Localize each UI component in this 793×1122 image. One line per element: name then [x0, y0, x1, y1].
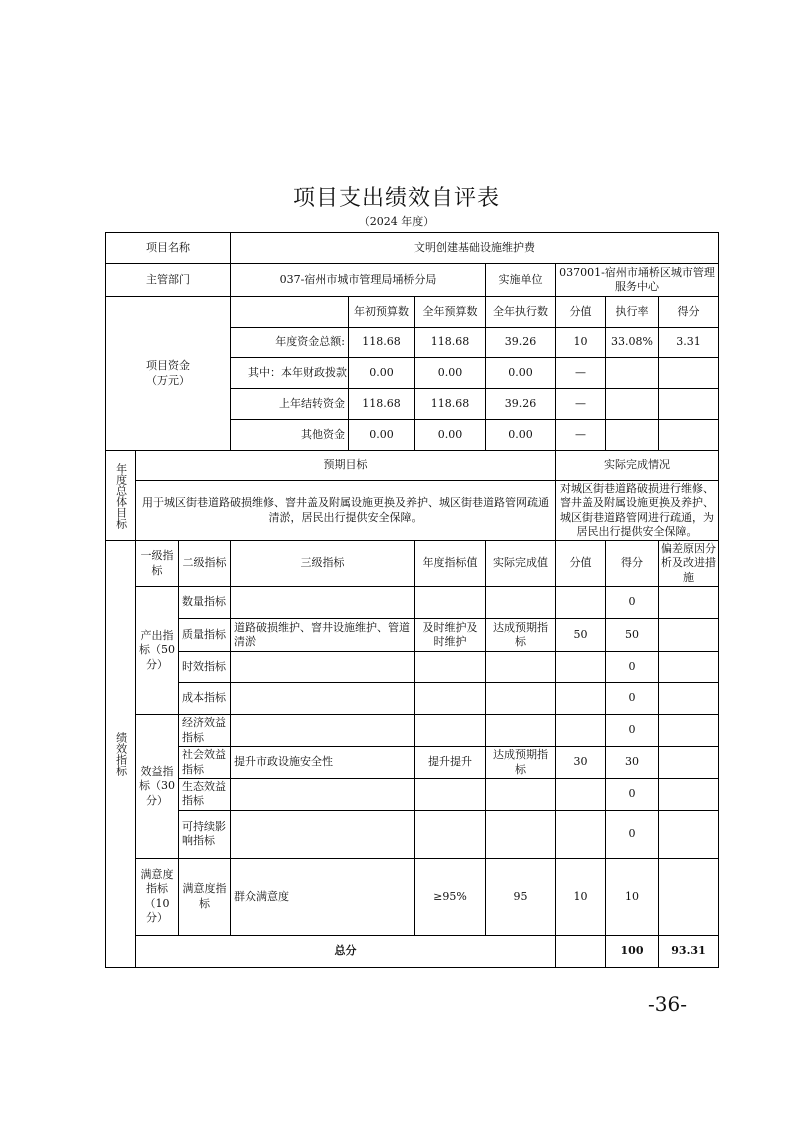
- funds-header-score-value: 分值: [556, 297, 606, 328]
- target-cell: 及时维护及时维护: [415, 619, 486, 652]
- level1-benefit: 效益指标（30分）: [136, 715, 179, 859]
- goals-actual-text: 对城区街巷道路破损进行维修、窨井盖及附属设施更换及养护、城区街巷道路管网进行疏通，为居民出行提供安全保障。: [556, 481, 719, 541]
- total-score-value: 100: [606, 935, 659, 967]
- score-cell: 50: [606, 619, 659, 652]
- funds-cell: 118.68: [349, 389, 415, 420]
- total-actual-blank: [556, 935, 606, 967]
- goals-expected-header: 预期目标: [136, 451, 556, 481]
- goals-expected-text: 用于城区街巷道路破损维修、窨井盖及附属设施更换及养护、城区街巷道路管网疏通清淤，居民出行提供安全保障。: [136, 481, 556, 541]
- reason-cell: [659, 715, 719, 747]
- score-value-cell: [556, 810, 606, 858]
- target-cell: [415, 715, 486, 747]
- project-name-value: 文明创建基础设施维护费: [231, 233, 719, 264]
- reason-cell: [659, 587, 719, 619]
- funds-cell: 0.00: [349, 358, 415, 389]
- level2-cell: 成本指标: [179, 683, 231, 715]
- funds-header-blank: [231, 297, 349, 328]
- ind-header-actual: 实际完成值: [486, 541, 556, 587]
- score-cell: 0: [606, 587, 659, 619]
- funds-cell: 0.00: [486, 420, 556, 451]
- level2-cell: 满意度指标: [179, 858, 231, 935]
- page-title: 项目支出绩效自评表: [292, 186, 500, 211]
- score-cell: 0: [606, 715, 659, 747]
- funds-cell: 39.26: [486, 328, 556, 358]
- target-cell: [415, 810, 486, 858]
- score-cell: 30: [606, 747, 659, 779]
- goals-label: 年度总体目标: [106, 451, 136, 541]
- funds-row-label: 年度资金总额:: [231, 328, 349, 358]
- performance-table: [105, 232, 719, 968]
- score-cell: 10: [606, 858, 659, 935]
- funds-cell: —: [556, 358, 606, 389]
- funds-cell: 0.00: [486, 358, 556, 389]
- actual-cell: [486, 779, 556, 811]
- level3-cell: [231, 715, 415, 747]
- level3-cell: [231, 587, 415, 619]
- actual-cell: 达成预期指标: [486, 619, 556, 652]
- score-value-cell: [556, 652, 606, 683]
- funds-cell: 0.00: [415, 420, 486, 451]
- level3-cell: [231, 683, 415, 715]
- level2-cell: 生态效益指标: [179, 779, 231, 811]
- unit-value: 037001-宿州市埇桥区城市管理服务中心: [556, 264, 719, 297]
- level2-cell: 质量指标: [179, 619, 231, 652]
- funds-cell: 118.68: [415, 328, 486, 358]
- score-value-cell: 30: [556, 747, 606, 779]
- funds-cell: 39.26: [486, 389, 556, 420]
- actual-cell: [486, 683, 556, 715]
- reason-cell: [659, 779, 719, 811]
- score-value-cell: [556, 587, 606, 619]
- unit-label: 实施单位: [486, 264, 556, 297]
- funds-cell: 0.00: [415, 358, 486, 389]
- reason-cell: [659, 810, 719, 858]
- ind-header-level3: 三级指标: [231, 541, 415, 587]
- funds-cell: [606, 420, 659, 451]
- funds-cell: —: [556, 389, 606, 420]
- ind-header-level2: 二级指标: [179, 541, 231, 587]
- level2-cell: 时效指标: [179, 652, 231, 683]
- reason-cell: [659, 652, 719, 683]
- dept-label: 主管部门: [106, 264, 231, 297]
- total-score: 93.31: [659, 935, 719, 967]
- actual-cell: [486, 715, 556, 747]
- funds-row-label: 其他资金: [231, 420, 349, 451]
- reason-cell: [659, 858, 719, 935]
- funds-row-label: 上年结转资金: [231, 389, 349, 420]
- actual-cell: [486, 652, 556, 683]
- level3-cell: [231, 779, 415, 811]
- actual-cell: [486, 587, 556, 619]
- actual-cell: 95: [486, 858, 556, 935]
- target-cell: [415, 683, 486, 715]
- funds-cell: [606, 389, 659, 420]
- goals-actual-header: 实际完成情况: [556, 451, 719, 481]
- funds-cell: [659, 389, 719, 420]
- funds-row-label: 其中：本年财政拨款: [231, 358, 349, 389]
- funds-cell: [659, 420, 719, 451]
- funds-header-annual: 全年预算数: [415, 297, 486, 328]
- funds-header-executed: 全年执行数: [486, 297, 556, 328]
- reason-cell: [659, 683, 719, 715]
- target-cell: 提升提升: [415, 747, 486, 779]
- funds-cell: —: [556, 420, 606, 451]
- indicators-label: 绩效指标: [106, 541, 136, 967]
- reason-cell: [659, 747, 719, 779]
- project-name-label: 项目名称: [106, 233, 231, 264]
- actual-cell: [486, 810, 556, 858]
- level3-cell: 道路破损维护、窨井设施维护、管道清淤: [231, 619, 415, 652]
- score-cell: 0: [606, 810, 659, 858]
- score-value-cell: [556, 683, 606, 715]
- funds-header-score: 得分: [659, 297, 719, 328]
- funds-header-initial: 年初预算数: [349, 297, 415, 328]
- ind-header-target: 年度指标值: [415, 541, 486, 587]
- level3-cell: [231, 652, 415, 683]
- funds-header-rate: 执行率: [606, 297, 659, 328]
- level1-satisfaction: 满意度指标（10分）: [136, 858, 179, 935]
- ind-header-reason: 偏差原因分析及改进措施: [659, 541, 719, 587]
- level2-cell: 经济效益指标: [179, 715, 231, 747]
- funds-cell: [659, 358, 719, 389]
- total-label: 总分: [136, 935, 556, 967]
- funds-cell: 118.68: [349, 328, 415, 358]
- funds-label: [106, 297, 231, 451]
- dept-value: 037-宿州市城市管理局埇桥分局: [231, 264, 486, 297]
- funds-cell: 33.08%: [606, 328, 659, 358]
- actual-cell: 达成预期指标: [486, 747, 556, 779]
- level3-cell: 提升市政设施安全性: [231, 747, 415, 779]
- funds-label-text: 项目资金 （万元）: [146, 359, 190, 387]
- funds-cell: 118.68: [415, 389, 486, 420]
- score-cell: 0: [606, 683, 659, 715]
- funds-cell: 3.31: [659, 328, 719, 358]
- ind-header-level1: 一级指标: [136, 541, 179, 587]
- ind-header-score: 得分: [606, 541, 659, 587]
- level2-cell: 社会效益指标: [179, 747, 231, 779]
- level2-cell: 数量指标: [179, 587, 231, 619]
- funds-cell: [606, 358, 659, 389]
- level1-output: 产出指标（50分）: [136, 587, 179, 715]
- score-cell: 0: [606, 652, 659, 683]
- level3-cell: [231, 810, 415, 858]
- page-subtitle: （2024 年度）: [358, 215, 435, 228]
- target-cell: [415, 652, 486, 683]
- ind-header-score-value: 分值: [556, 541, 606, 587]
- reason-cell: [659, 619, 719, 652]
- level3-cell: 群众满意度: [231, 858, 415, 935]
- score-value-cell: 50: [556, 619, 606, 652]
- score-value-cell: [556, 779, 606, 811]
- score-cell: 0: [606, 779, 659, 811]
- funds-cell: 10: [556, 328, 606, 358]
- target-cell: ≥95%: [415, 858, 486, 935]
- funds-cell: 0.00: [349, 420, 415, 451]
- page-number: -36-: [648, 992, 687, 1016]
- target-cell: [415, 587, 486, 619]
- score-value-cell: [556, 715, 606, 747]
- target-cell: [415, 779, 486, 811]
- score-value-cell: 10: [556, 858, 606, 935]
- level2-cell: 可持续影响指标: [179, 810, 231, 858]
